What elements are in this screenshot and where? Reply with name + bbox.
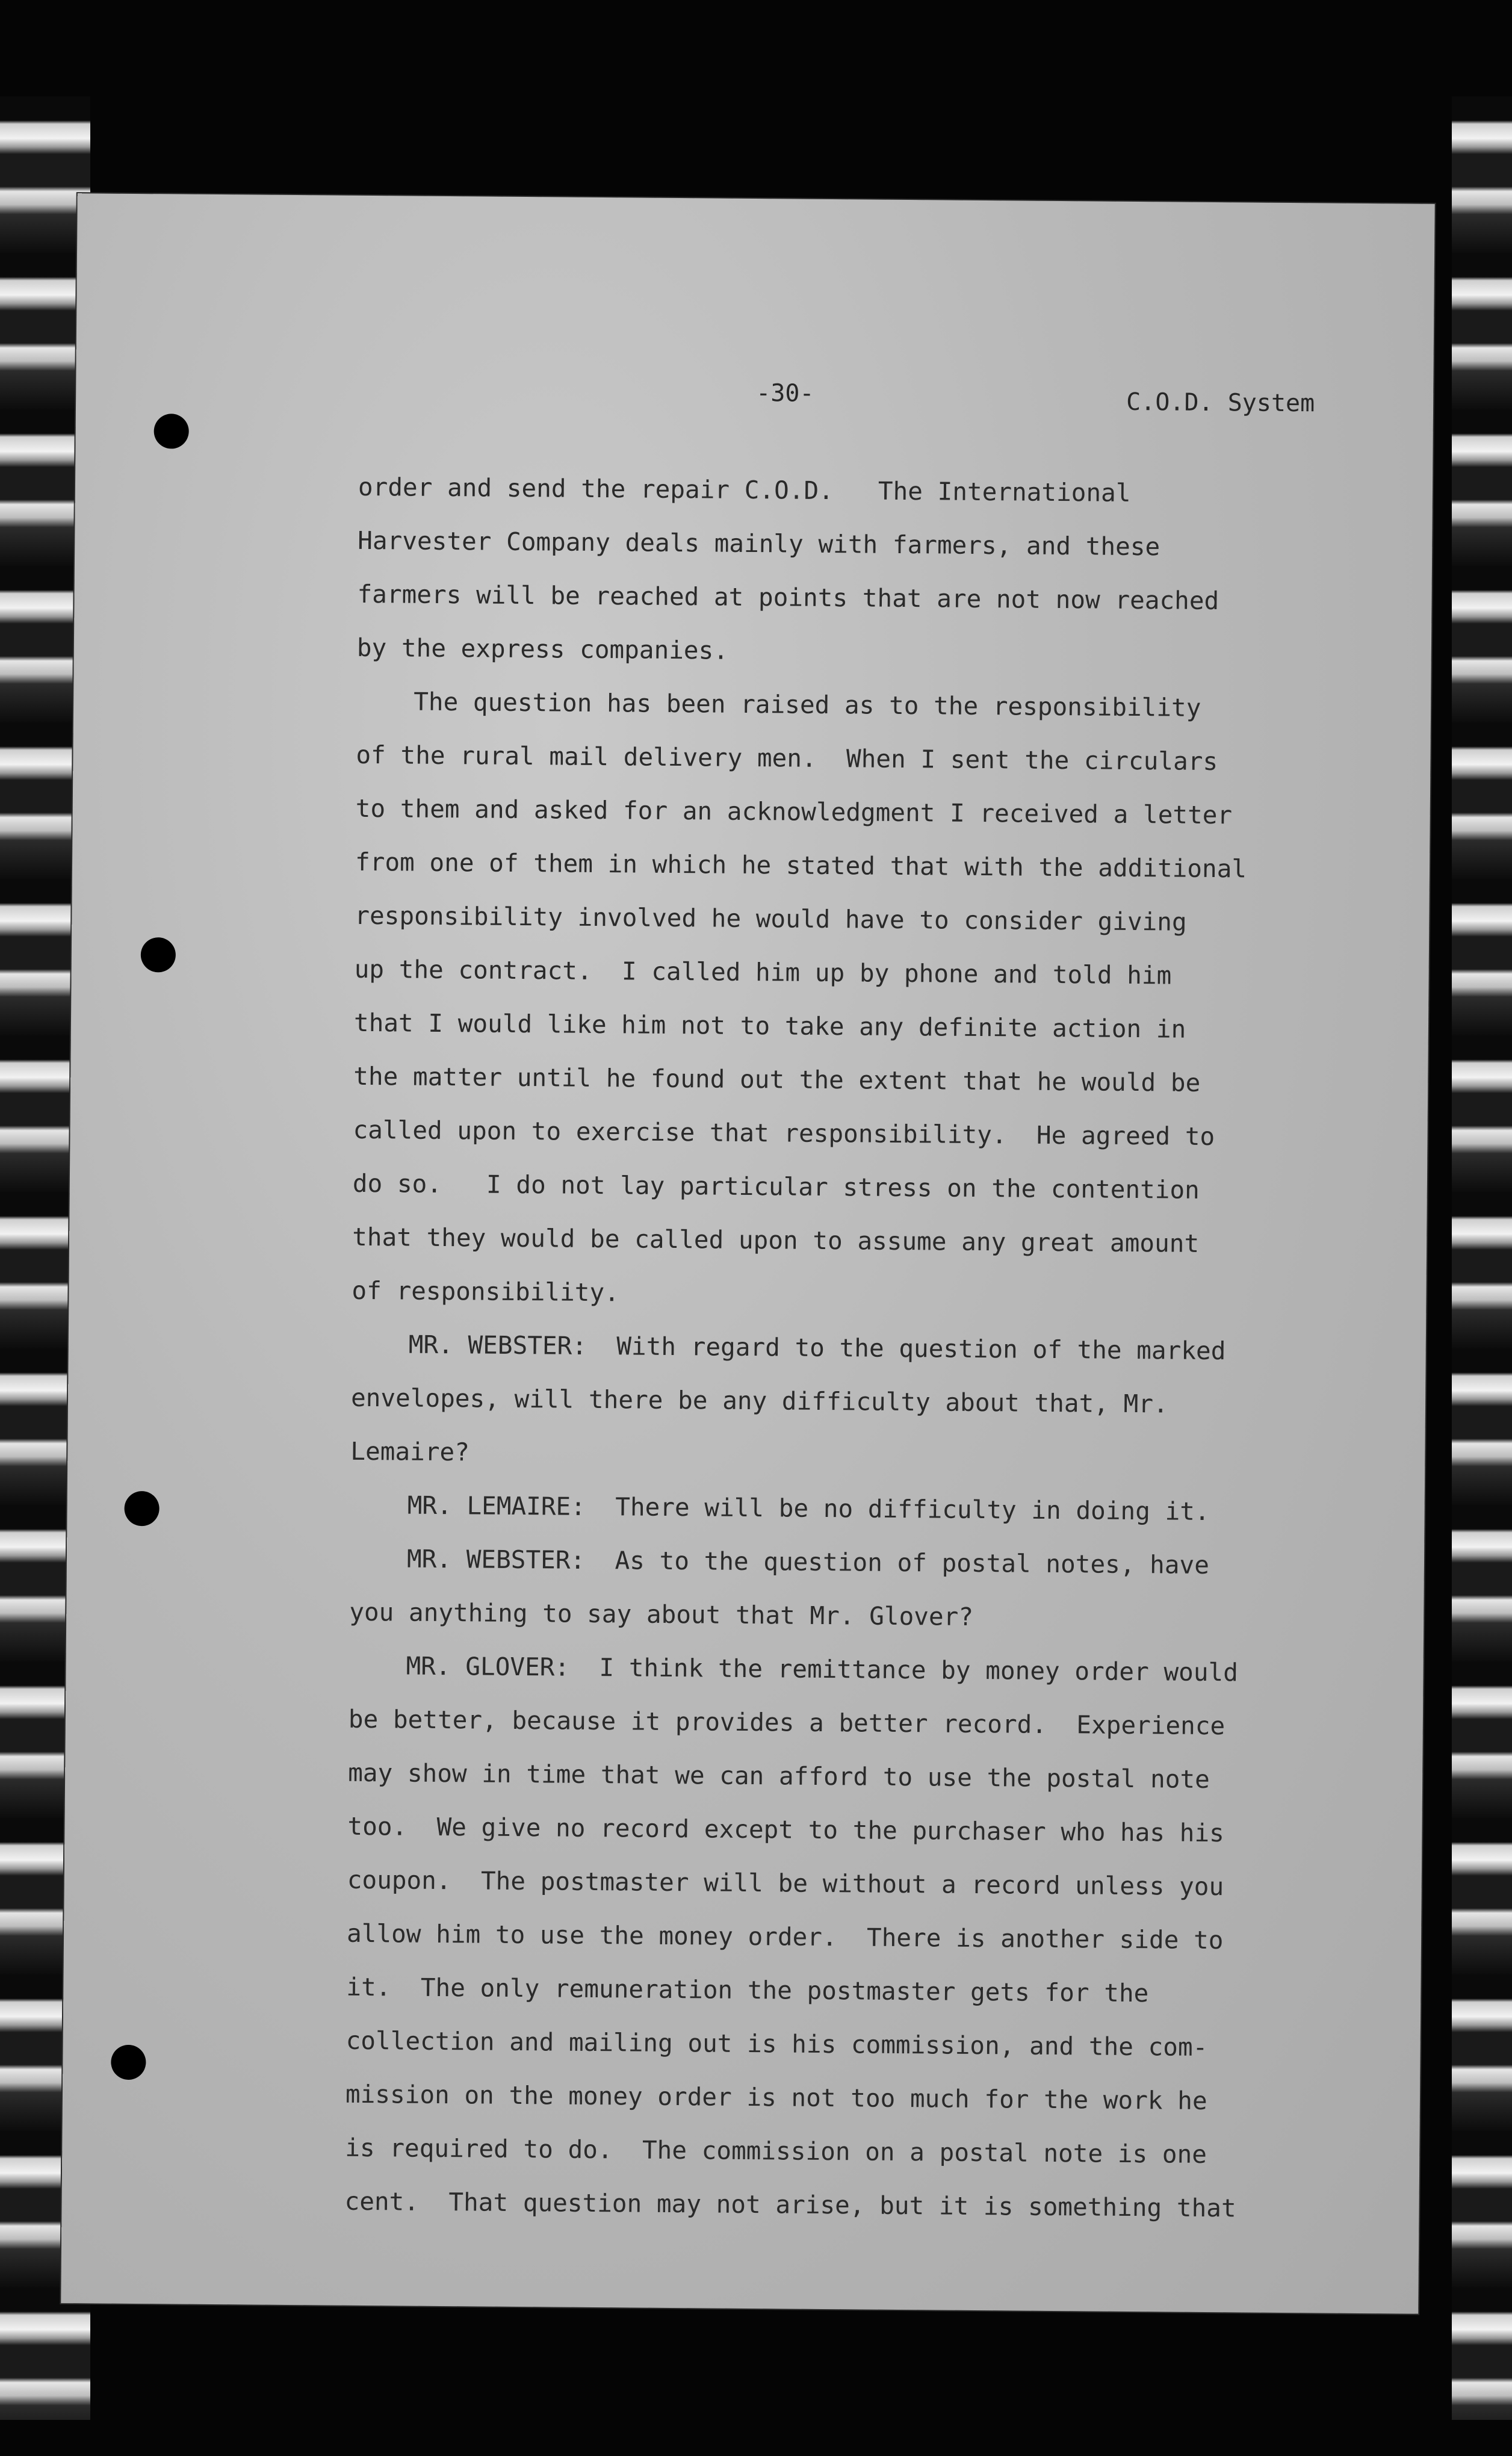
text-line: you anything to say about that Mr. Glover? (349, 1597, 974, 1631)
text-line: of responsibility. (352, 1276, 620, 1307)
text-line: that I would like him not to take any definite action in (353, 1008, 1186, 1044)
punch-hole (124, 1491, 159, 1526)
text-line: too. We give no record except to the purchaser who has his (347, 1811, 1225, 1848)
text-line: MR. GLOVER: I think the remittance by money order would (406, 1651, 1239, 1687)
body-text (344, 460, 1393, 2236)
text-line: that they would be called upon to assume any great amount (352, 1222, 1200, 1258)
text-line: order and send the repair C.O.D. The International (358, 472, 1131, 507)
text-line: of the rural mail delivery men. When I sent the circulars (356, 740, 1218, 777)
text-line: be better, because it provides a better record. Experience (348, 1704, 1225, 1741)
text-line: the matter until he found out the extent that he would be (353, 1061, 1201, 1097)
text-line: to them and asked for an acknowledgment I received a letter (355, 793, 1233, 830)
punch-hole (153, 414, 188, 448)
text-line: do so. I do not lay particular stress on the contention (352, 1168, 1200, 1205)
text-line: by the express companies. (356, 633, 729, 665)
text-line: mission on the money order is not too much for the work he (345, 2079, 1207, 2116)
text-line: MR. WEBSTER: As to the question of postal notes, have (406, 1544, 1210, 1580)
punch-hole (111, 2045, 146, 2080)
page-number: -30- (756, 379, 814, 408)
text-line: The question has been raised as to the responsibility (413, 687, 1201, 722)
text-line: up the contract. I called him up by phone and told him (354, 954, 1172, 990)
text-line: allow him to use the money order. There is another side to (346, 1918, 1224, 1955)
text-line: farmers will be reached at points that are not now reached (357, 579, 1219, 616)
text-line: it. The only remuneration the postmaster gets for the (346, 1972, 1149, 2008)
text-line: cent. That question may not arise, but it is something that (344, 2186, 1236, 2223)
text-line: responsibility involved he would have to consider giving (355, 901, 1187, 937)
text-line: Lemaire? (350, 1436, 470, 1467)
text-line: MR. WEBSTER: With regard to the question of the marked (408, 1330, 1226, 1366)
text-line: Harvester Company deals mainly with farmers, and these (358, 526, 1160, 562)
text-line: envelopes, will there be any difficulty about that, Mr. (350, 1383, 1168, 1419)
text-line: MR. LEMAIRE: There will be no difficulty in doing it. (407, 1490, 1210, 1527)
running-head: C.O.D. System (1126, 388, 1315, 418)
right-film-edge (1452, 96, 1512, 2420)
text-line: called upon to exercise that responsibility. He agreed to (353, 1115, 1215, 1152)
punch-hole (141, 937, 176, 972)
text-line: is required to do. The commission on a postal note is one (345, 2133, 1207, 2169)
text-line: coupon. The postmaster will be without a record unless you (347, 1865, 1224, 1902)
text-line: may show in time that we can afford to use the postal note (348, 1758, 1210, 1794)
text-line: collection and mailing out is his commission, and the com- (345, 2026, 1208, 2062)
text-line: from one of them in which he stated that with the additional (355, 847, 1247, 884)
typed-page (61, 193, 1434, 2314)
